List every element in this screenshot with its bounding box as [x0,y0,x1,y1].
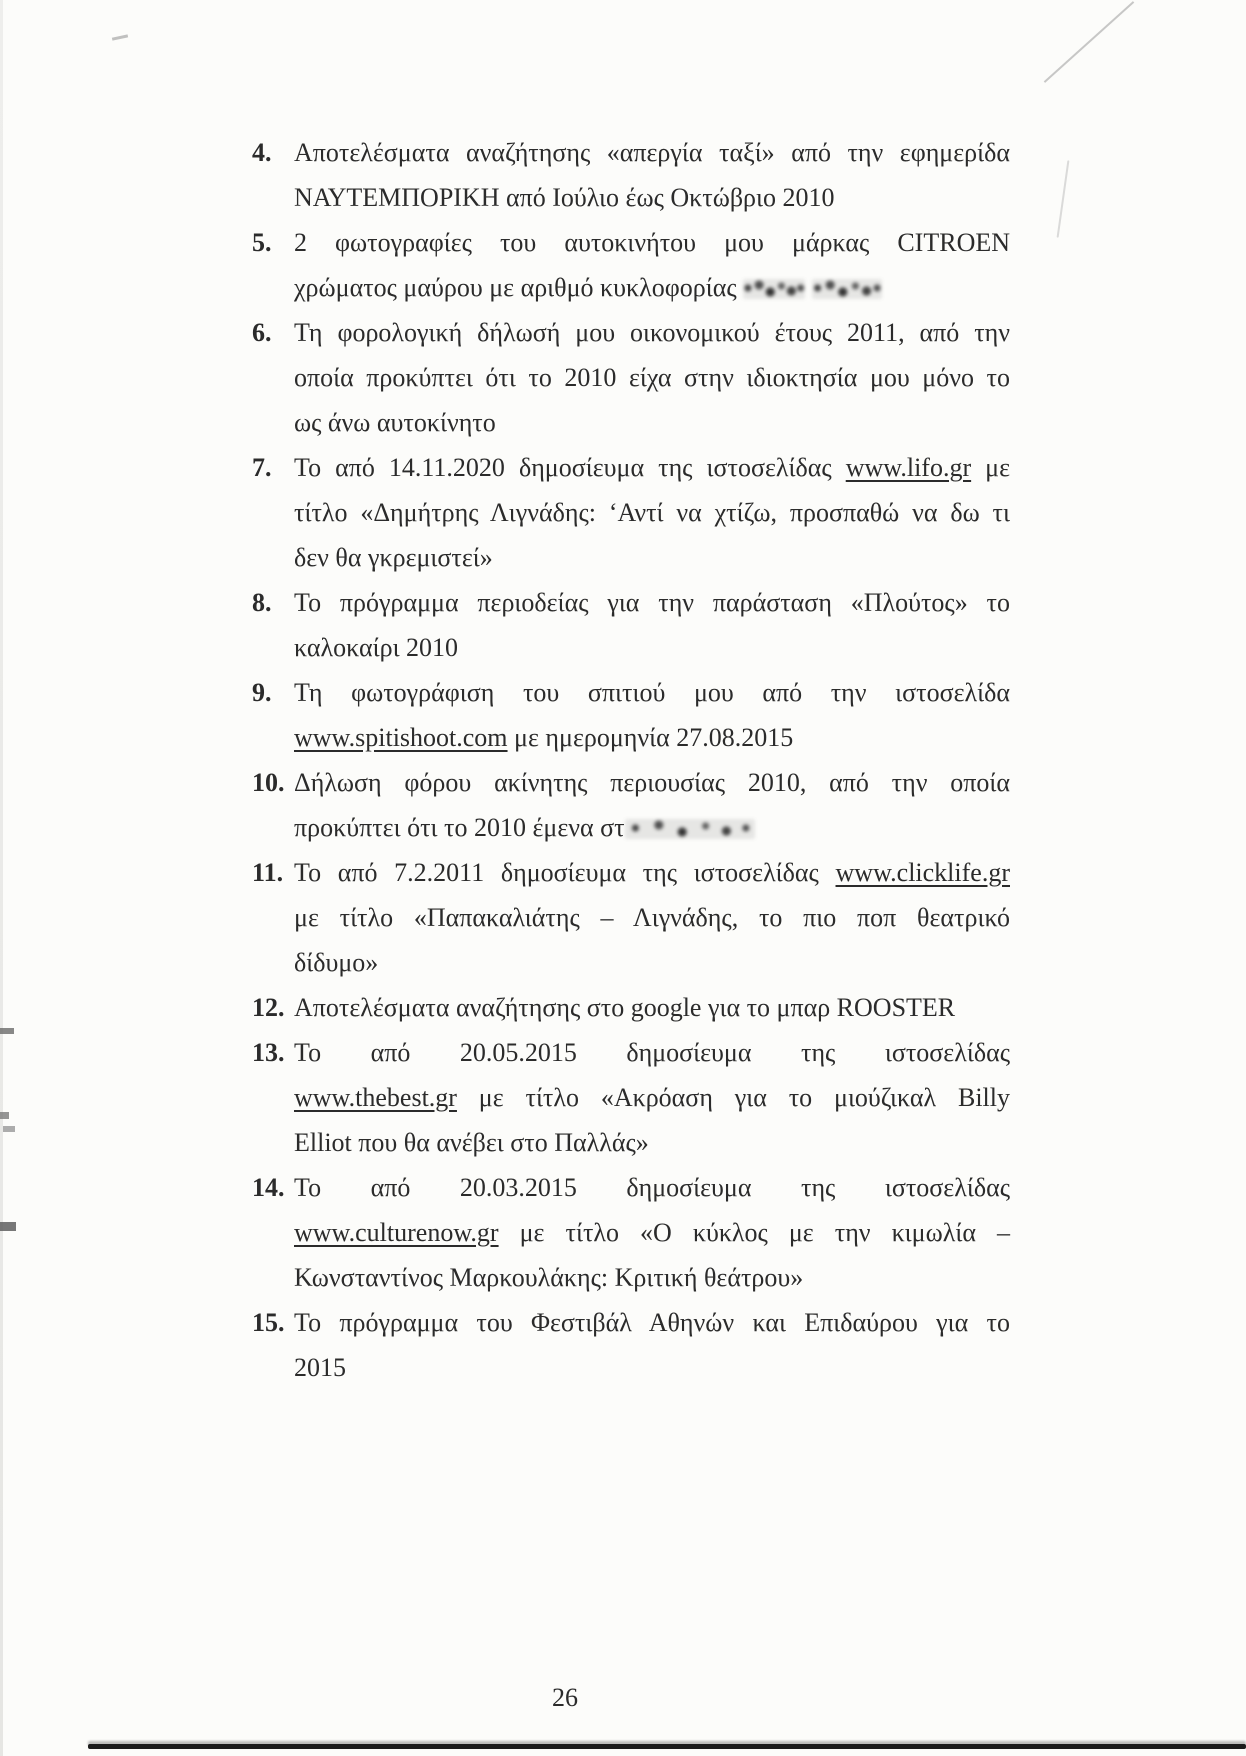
item-line: Αποτελέσματα αναζήτησης στο google για το μπαρ ROOSTER [294,993,956,1022]
redacted-text [625,819,755,839]
list-item [252,670,1010,760]
item-line: προκύπτει ότι το 2010 έμενα στ [294,805,1010,850]
url-text: www.spitishoot.com [294,723,508,752]
item-number: 5. [252,228,272,257]
scan-artifact-mark [0,1222,16,1231]
page-number: 26 [552,1683,578,1712]
item-line: Τη φορολογική δήλωσή μου οικονομικού έτους 2011, από την [294,318,1010,347]
document-list [252,130,1010,1390]
url-text: www.clicklife.gr [835,858,1010,887]
item-line: χρώματος μαύρου με αριθμό κυκλοφορίας [294,265,1010,310]
scan-bottom-line [88,1744,1246,1749]
item-number: 11. [252,858,284,887]
list-item [252,130,1010,220]
item-line: με τίτλο «Παπακαλιάτης – Λιγνάδης, το πιο ποπ θεατρικό [294,903,1010,932]
item-number: 13. [252,1038,285,1067]
item-line: Το πρόγραμμα του Φεστιβάλ Αθηνών και Επιδαύρου για το [294,1308,1010,1337]
item-line: Το από 7.2.2011 δημοσίευμα της ιστοσελίδας www.clicklife.gr [294,858,1010,887]
list-item [252,580,1010,670]
item-number: 12. [252,993,285,1022]
item-line: τίτλο «Δημήτρης Λιγνάδης: ‘Αντί να χτίζω, προσπαθώ να δω τι [294,498,1010,527]
scan-artifact-mark [0,1112,9,1119]
list-item [252,445,1010,580]
scan-artifact-diagonal [1044,1,1135,83]
item-number: 10. [252,768,285,797]
item-line: Αποτελέσματα αναζήτησης «απεργία ταξί» από την εφημερίδα [294,138,1010,167]
item-number: 7. [252,453,272,482]
item-line: www.thebest.gr με τίτλο «Ακρόαση για το μιούζικαλ Billy [294,1083,1010,1112]
item-line: δίδυμο» [294,948,379,977]
item-line: Το πρόγραμμα περιοδείας για την παράσταση «Πλούτος» το [294,588,1010,617]
item-number: 15. [252,1308,285,1337]
list-item [252,220,1010,310]
url-text: www.culturenow.gr [294,1218,499,1247]
list-item [252,850,1010,985]
item-number: 6. [252,318,272,347]
url-text: www.lifo.gr [845,453,972,482]
item-line: Elliot που θα ανέβει στο Παλλάς» [294,1128,649,1157]
item-number: 9. [252,678,272,707]
item-line: 2015 [294,1353,346,1382]
redacted-text [743,279,805,299]
scan-artifact-mark [3,1126,15,1132]
item-line: δεν θα γκρεμιστεί» [294,543,493,572]
scan-edge-shadow [0,0,3,1756]
item-line: Το από 14.11.2020 δημοσίευμα της ιστοσελίδας www.lifo.gr με [294,453,1011,482]
item-line: www.spitishoot.com με ημερομηνία 27.08.2015 [294,723,794,752]
item-number: 14. [252,1173,285,1202]
list-item [252,760,1010,850]
scan-artifact-mark [112,34,128,40]
scan-artifact-mark [0,1028,14,1034]
item-line: Δήλωση φόρου ακίνητης περιουσίας 2010, από την οποία [294,768,1010,797]
item-line: ΝΑΥΤΕΜΠΟΡΙΚΗ από Ιούλιο έως Οκτώβριο 2010 [294,183,835,212]
item-line: www.culturenow.gr με τίτλο «Ο κύκλος με την κιμωλία – [294,1218,1010,1247]
list-item [252,310,1010,445]
item-line: 2 φωτογραφίες του αυτοκινήτου μου μάρκας CITROEN [294,228,1010,257]
list-item [252,985,1010,1030]
item-number: 4. [252,138,272,167]
list-item [252,1300,1010,1390]
item-line: Τη φωτογράφιση του σπιτιού μου από την ιστοσελίδα [294,678,1010,707]
item-number: 8. [252,588,272,617]
item-line: Το από 20.05.2015 δημοσίευμα της ιστοσελίδας [294,1038,1010,1067]
item-line: καλοκαίρι 2010 [294,633,459,662]
item-line: ως άνω αυτοκίνητο [294,408,496,437]
item-line: Κωνσταντίνος Μαρκουλάκης: Κριτική θεάτρου» [294,1263,804,1292]
list-item [252,1030,1010,1165]
list-item [252,1165,1010,1300]
scan-artifact-curve [1057,160,1070,238]
redacted-text [812,279,882,299]
url-text: www.thebest.gr [294,1083,457,1112]
item-line: οποία προκύπτει ότι το 2010 είχα στην ιδιοκτησία μου μόνο το [294,363,1010,392]
item-line: Το από 20.03.2015 δημοσίευμα της ιστοσελίδας [294,1173,1010,1202]
